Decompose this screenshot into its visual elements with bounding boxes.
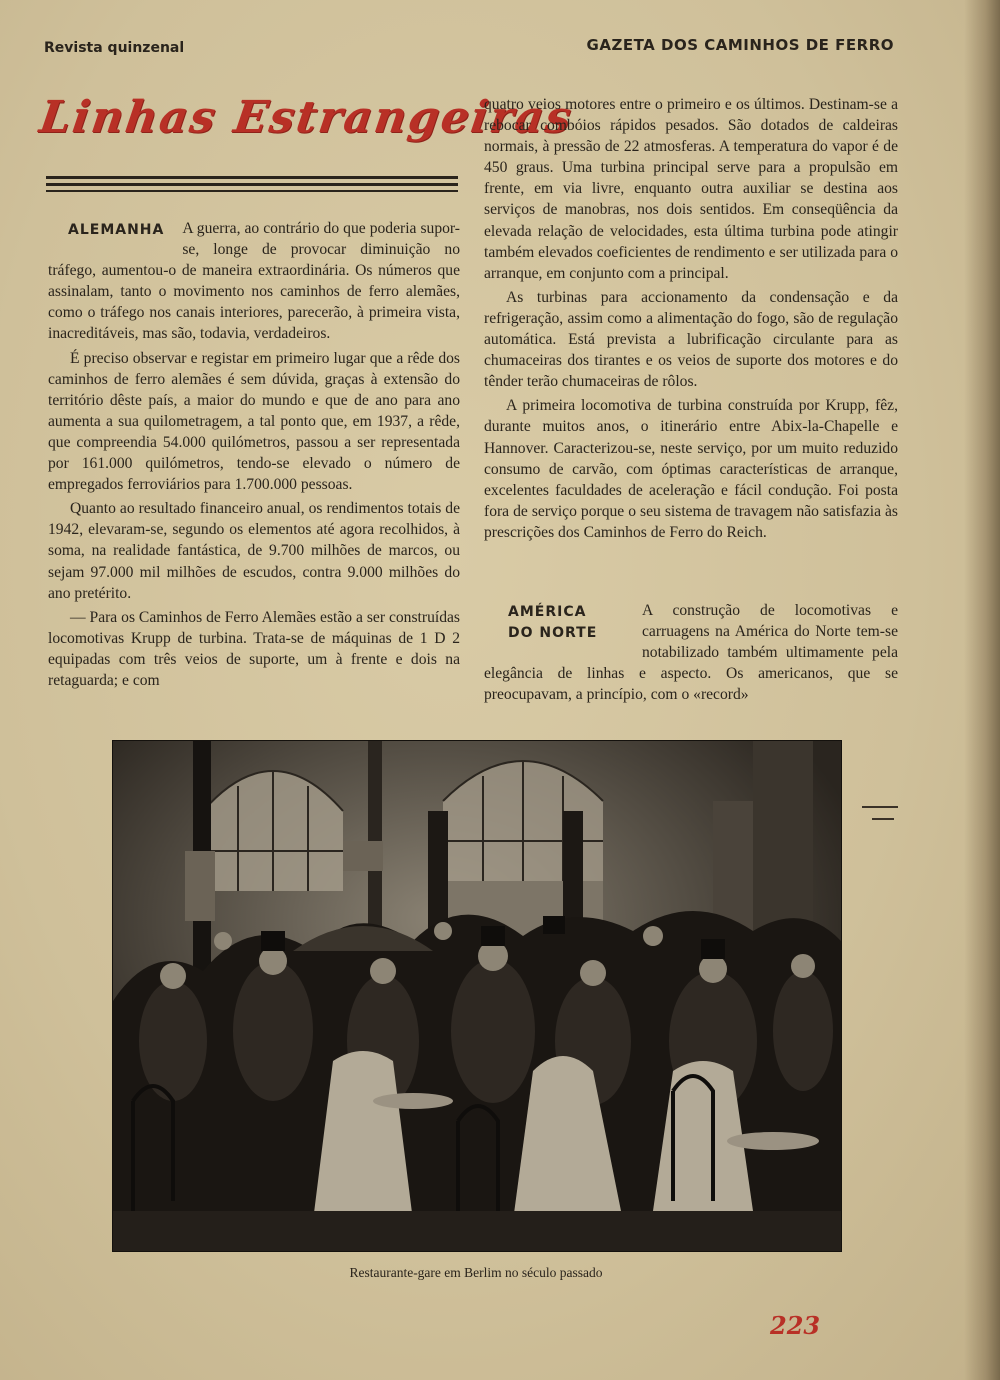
page-number: 223 [770, 1311, 821, 1340]
figure-caption: Restaurante-gare em Berlim no século passado [349, 1265, 603, 1280]
right-column [484, 94, 898, 546]
article-paragraph: quatro veios motores entre o primeiro e os últimos. Destinam-se a rebocar combóios rápidos pesados. São dotados de caldeiras normais, à pressão de 22 atmosferas. A temperatura do vapor é de 450 graus. Uma turbina principal serve para a propulsão em frente, em via livre, enquanto outra auxiliar se destina aos serviços de manobras, nos dois sentidos. Em conseqüência da elevada relação de velocidades, esta última turbina pode atingir também elevados coeficientes de rendimento e ser utilizada para o arranque, em conjunto com a principal. [484, 96, 898, 282]
article-paragraph: É preciso observar e registar em primeiro lugar que a rêde dos caminhos de ferro alemães é sem dúvida, graças à extensão do território dêste país, a maior do mundo e que de ano para ano aumenta a sua quilometragem, a tal ponto que, em 1937, a rêde, que compreendia 54.000 quilómetros, passou a ser representada por 161.000 quilómetros, tendo-se elevado o número de empregados ferroviários para 1.700.000 pessoas. [48, 349, 460, 494]
country-sidehead: ALEMANHA [68, 222, 165, 238]
sidehead-line: DO NORTE [508, 625, 598, 641]
article-paragraph: A primeira locomotiva de turbina construída por Krupp, fêz, durante muitos anos, o itinerário entre Abix-la-Chapelle e Hannover. Caracterizou-se, neste serviço, por um muito reduzido consumo de carvão, com óptimas características de arranque, excelentes faculdades de aceleração e fácil condução. Foi posta fora de serviço porque o seu sistema de travagem não satisfazia às prescrições dos Caminhos de Ferro do Reich. [484, 397, 898, 541]
article-paragraph [48, 218, 460, 345]
article-paragraph: — Para os Caminhos de Ferro Alemães estão a ser construídas locomotivas Krupp de turbina. Trata-se de máquinas de 1 D 2 equipadas com três veios de suporte, um à frente e dois na retaguarda; e com [48, 608, 460, 689]
margin-ink-mark [872, 818, 894, 820]
country-sidehead [508, 602, 628, 644]
article-paragraph: As turbinas para accionamento da condensação e da refrigeração, assim como a alimentação do fogo, são de regulação automática. Está prevista a lubrificação circulante para as chumaceiras dos tirantes e os veios de suporte dos motores e do tênder terão chumaceiras de rôlos. [484, 288, 898, 391]
title-rule [46, 190, 458, 192]
article-paragraph [484, 600, 898, 705]
title-rule [46, 183, 458, 186]
running-header-left: Revista quinzenal [44, 40, 185, 56]
restaurant-scene-image [113, 741, 841, 1251]
section-title: Linhas Estrangeiras [36, 92, 577, 143]
title-rule [46, 176, 458, 179]
running-header-right: GAZETA DOS CAMINHOS DE FERRO [586, 36, 894, 54]
engraving-illustration [112, 740, 842, 1252]
margin-ink-mark [862, 806, 898, 808]
america-section [484, 600, 898, 708]
paragraph-text: A construção de locomotivas e carruagens na América do Norte tem-se notabilizado também ultimamente pela elegância de linhas e aspecto. Os americanos, que se preocupavam, a princípio, com o «record» [484, 602, 898, 704]
left-column [48, 218, 460, 694]
paragraph-text: A guerra, ao contrário do que poderia supor-se, longe de provocar diminuição no tráfego, aumentou-o de maneira extraordinária. Os números que assinalam, tanto o movimento nos caminhos de ferro alemães, como o tráfego nos canais interiores, parecerão, à primeira vista, inacreditáveis, mas são, todavia, verdadeiros. [48, 220, 460, 343]
sidehead-line: AMÉRICA [508, 604, 587, 620]
binding-shadow [964, 0, 1000, 1380]
article-paragraph: Quanto ao resultado financeiro anual, os rendimentos totais de 1942, elevaram-se, segundo os elementos até agora recolhidos, à soma, na realidade fantástica, de 9.700 milhões de marcos, ou sejam 97.000 mil milhões de escudos, contra 9.000 milhões do ano pretérito. [48, 500, 460, 602]
